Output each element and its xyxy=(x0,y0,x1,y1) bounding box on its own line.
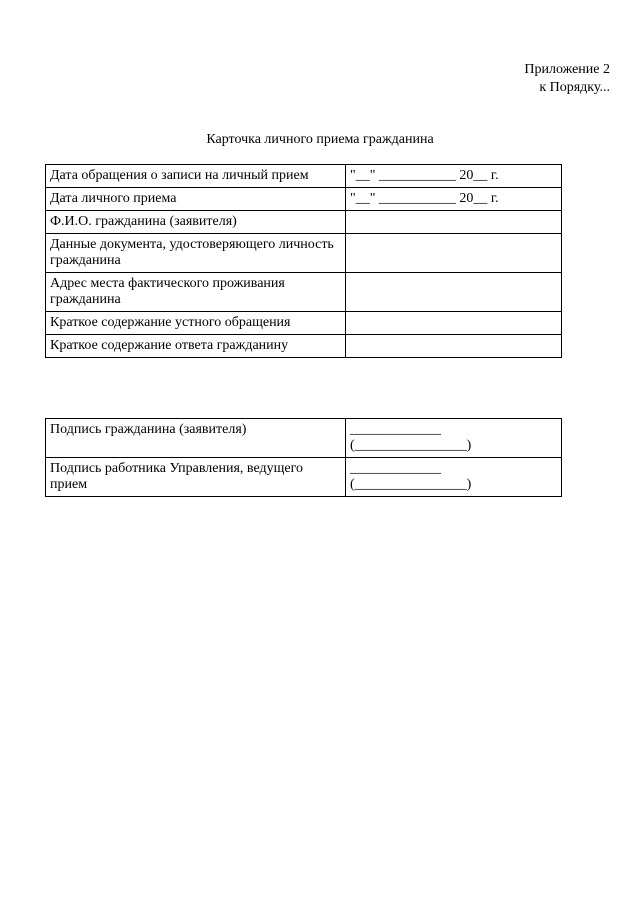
reception-card-table xyxy=(45,164,562,358)
table-row xyxy=(46,419,562,458)
table-row xyxy=(46,188,562,211)
appendix-line-1: Приложение 2 xyxy=(524,62,610,77)
appendix-line-2: к Порядку... xyxy=(539,80,610,95)
table-row xyxy=(46,211,562,234)
row-value[interactable] xyxy=(346,335,562,358)
row-value[interactable] xyxy=(346,312,562,335)
signature-field[interactable] xyxy=(346,419,562,458)
table-row xyxy=(46,312,562,335)
appendix-header xyxy=(524,61,610,97)
page-title: Карточка личного приема гражданина xyxy=(206,132,434,147)
row-label: Дата обращения о записи на личный прием xyxy=(46,165,346,188)
table-row xyxy=(46,458,562,497)
signature-field[interactable] xyxy=(346,458,562,497)
table-row xyxy=(46,234,562,273)
signature-table xyxy=(45,418,562,497)
table-row xyxy=(46,335,562,358)
row-label: Адрес места фактического проживания гражданина xyxy=(46,273,346,312)
row-value[interactable] xyxy=(346,211,562,234)
row-value[interactable]: "__" ___________ 20__ г. xyxy=(346,188,562,211)
row-value[interactable]: "__" ___________ 20__ г. xyxy=(346,165,562,188)
row-value[interactable] xyxy=(346,234,562,273)
signature-name-line: (________________) xyxy=(350,477,472,492)
row-label: Ф.И.О. гражданина (заявителя) xyxy=(46,211,346,234)
row-label: Краткое содержание ответа гражданину xyxy=(46,335,346,358)
row-label: Дата личного приема xyxy=(46,188,346,211)
table-row xyxy=(46,273,562,312)
signature-line: _____________ xyxy=(350,461,441,476)
signature-name-line: (________________) xyxy=(350,438,472,453)
row-label: Краткое содержание устного обращения xyxy=(46,312,346,335)
row-value[interactable] xyxy=(346,273,562,312)
signature-line: _____________ xyxy=(350,422,441,437)
signature-label: Подпись гражданина (заявителя) xyxy=(46,419,346,458)
signature-label: Подпись работника Управления, ведущего прием xyxy=(46,458,346,497)
table-row xyxy=(46,165,562,188)
row-label: Данные документа, удостоверяющего личность гражданина xyxy=(46,234,346,273)
